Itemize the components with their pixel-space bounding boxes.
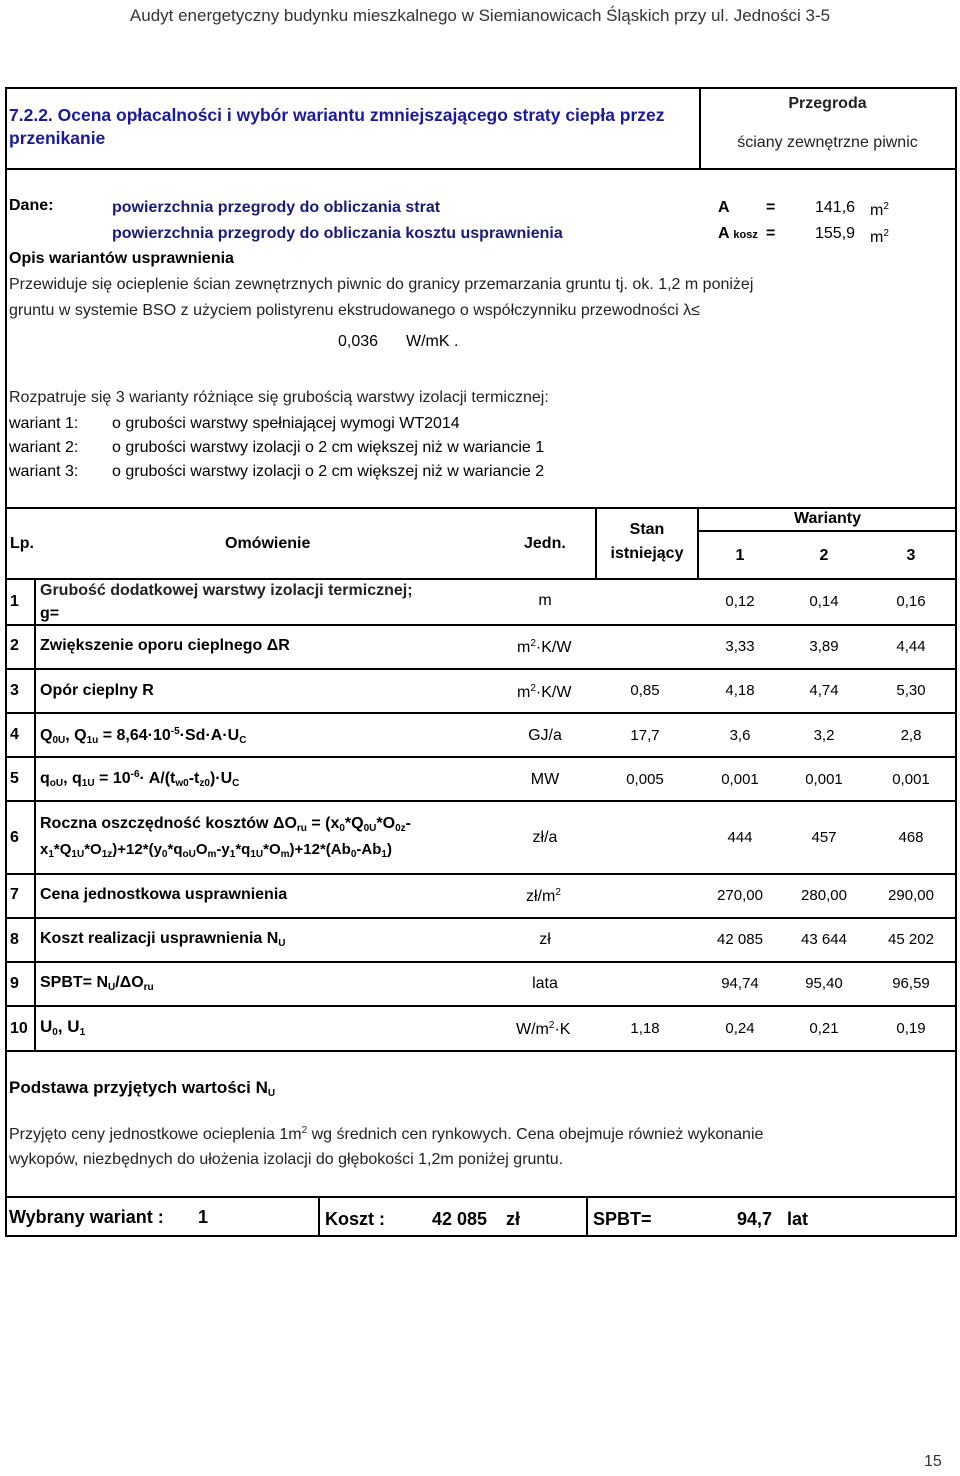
row-4-v1: 3,6 xyxy=(729,727,751,744)
koszt-label: Koszt : xyxy=(325,1209,385,1229)
header-warianty: Warianty xyxy=(794,510,861,527)
dane-row1-unit: $m^2$ xyxy=(870,201,889,219)
row-8-lp: 8 xyxy=(10,931,19,948)
table-row-line xyxy=(5,917,957,919)
row-10-desc: $U_0$, $U_1$ xyxy=(40,1017,86,1038)
row-2-v3: 4,44 xyxy=(896,638,926,655)
row-5-stan: 0,005 xyxy=(626,771,664,788)
row-8-unit: zł xyxy=(539,931,551,948)
opis-line2: gruntu w systemie BSO z użyciem polistyrenu ekstrudowanego o współczynniku przewodności λ≤ xyxy=(9,302,700,319)
variant-2-label: wariant 2: xyxy=(9,439,79,456)
row-9-v1: 94,74 xyxy=(721,975,759,992)
dane-row2-eq: = xyxy=(766,225,776,242)
row-1-unit: m xyxy=(538,592,552,609)
row-7-v1: 270,00 xyxy=(717,887,763,904)
podstawa-title: Podstawa przyjętych wartości $N_U$ xyxy=(9,1078,276,1099)
header-omowienie: Omówienie xyxy=(225,535,311,552)
variant-1-text: o grubości warstwy spełniającej wymogi WT2014 xyxy=(112,415,460,432)
table-row-line xyxy=(5,1005,957,1007)
row-10-v2: 0,21 xyxy=(809,1020,839,1037)
row-5-v2: 0,001 xyxy=(805,771,843,788)
dane-label: Dane: xyxy=(9,197,54,214)
row-7-v3: 290,00 xyxy=(888,887,934,904)
row-6-line1: Roczna oszczędność kosztów $\Delta O_{ru} = (x_0*Q_{0U}*O_{0z}-$ xyxy=(40,815,411,834)
row-9-v2: 95,40 xyxy=(805,975,843,992)
row-4-lp: 4 xyxy=(10,726,19,743)
dane-row1-eq: = xyxy=(766,199,776,216)
row-7-lp: 7 xyxy=(10,886,19,903)
row-10-unit: $W/m^2\cdot K$ xyxy=(516,1020,571,1038)
row-4-v3: 2,8 xyxy=(900,727,922,744)
document-header: Audyt energetyczny budynku mieszkalnego w Siemianowicach Śląskich przy ul. Jedności 3-5 xyxy=(129,6,831,25)
row-3-v3: 5,30 xyxy=(896,682,926,699)
summary-top-border xyxy=(5,1196,957,1198)
header-variant-1: 1 xyxy=(735,547,745,564)
row-5-formula: $q_{oU}$, $q_{1U} = 10^{-6}\cdot A/(t_{w0}-t_{z0})\cdot U_C$ xyxy=(40,769,240,789)
table-header-bottom xyxy=(5,578,957,580)
row-2-lp: 2 xyxy=(10,637,19,654)
opis-title: Opis wariantów usprawnienia xyxy=(9,250,234,267)
dane-row2-symbol: A kosz xyxy=(718,225,758,242)
row-3-v1: 4,18 xyxy=(725,682,755,699)
row-7-desc: Cena jednostkowa usprawnienia xyxy=(40,886,288,903)
row-1-v2: 0,14 xyxy=(809,593,839,610)
row-5-lp: 5 xyxy=(10,770,19,787)
variant-2-text: o grubości warstwy izolacji o 2 cm większej niż w wariancie 1 xyxy=(112,439,545,456)
table-row-line xyxy=(5,961,957,963)
header-variant-3: 3 xyxy=(906,547,916,564)
row-3-desc: Opór cieplny R xyxy=(40,682,154,699)
koszt-value: 42 085 xyxy=(432,1209,488,1229)
row-3-stan: 0,85 xyxy=(630,682,660,699)
row-2-v2: 3,89 xyxy=(809,638,839,655)
row-1-desc: Grubość dodatkowej warstwy izolacji termicznej; xyxy=(40,582,413,599)
header-lp: Lp. xyxy=(10,535,34,552)
table-row-line xyxy=(5,624,957,626)
row-4-formula: $Q_{0U}$, $Q_{1u} = 8,64\cdot 10^{-5}\cdot Sd\cdot A\cdot U_C$ xyxy=(40,726,247,746)
warianty-divider xyxy=(698,530,956,532)
dane-row2-value: 155,9 xyxy=(815,225,856,242)
row-3-v2: 4,74 xyxy=(809,682,839,699)
koszt-unit: zł xyxy=(506,1209,521,1229)
dane-row2-desc: powierzchnia przegrody do obliczania kosztu usprawnienia xyxy=(112,225,563,242)
page-number: 15 xyxy=(924,1453,942,1470)
summary-divider xyxy=(586,1196,588,1237)
section-title: 7.2.2. Ocena opłacalności i wybór wariantu zmniejszającego straty ciepła przez przenikanie xyxy=(9,105,665,148)
row-7-unit: $zł/m^2$ xyxy=(526,887,561,905)
table-row-line xyxy=(5,873,957,875)
row-9-unit: lata xyxy=(532,975,558,992)
row-9-desc: SPBT= $N_U/\Delta O_{ru}$ xyxy=(40,974,154,993)
lp-column-divider xyxy=(34,578,36,1050)
header-jedn: Jedn. xyxy=(524,535,566,552)
przegroda-value: ściany zewnętrzne piwnic xyxy=(737,134,918,151)
row-8-desc: Koszt realizacji usprawnienia $N_U$ xyxy=(40,930,286,949)
summary-divider xyxy=(318,1196,320,1237)
row-4-unit: GJ/a xyxy=(528,727,562,744)
variant-3-text: o grubości warstwy izolacji o 2 cm większej niż w wariancie 2 xyxy=(112,463,545,480)
spbt-value: 94,7 xyxy=(737,1209,773,1229)
row-6-lp: 6 xyxy=(10,829,19,846)
row-9-lp: 9 xyxy=(10,975,19,992)
row-6-v2: 457 xyxy=(811,829,837,846)
header-variant-2: 2 xyxy=(819,547,829,564)
podstawa-text-line2: wykopów, niezbędnych do ułożenia izolacji do głębokości 1,2m poniżej gruntu. xyxy=(9,1151,564,1168)
variant-3-label: wariant 3: xyxy=(9,463,79,480)
row-9-v3: 96,59 xyxy=(892,975,930,992)
podstawa-text-line1: Przyjęto ceny jednostkowe ocieplenia $1m^2$ wg średnich cen rynkowych. Cena obejmuje również wykonanie xyxy=(9,1125,764,1143)
row-5-v3: 0,001 xyxy=(892,771,930,788)
wybrany-value: 1 xyxy=(198,1207,209,1227)
row-2-v1: 3,33 xyxy=(725,638,755,655)
dane-row1-symbol: A xyxy=(718,199,730,216)
row-2-desc: Zwiększenie oporu cieplnego ΔR xyxy=(40,637,290,654)
row-5-unit: MW xyxy=(530,771,560,788)
row-8-v3: 45 202 xyxy=(888,931,934,948)
table-row-line xyxy=(5,668,957,670)
spbt-label: SPBT= xyxy=(593,1209,652,1229)
row-4-v2: 3,2 xyxy=(813,727,835,744)
row-1-desc-g: g= xyxy=(40,605,60,622)
row-10-v1: 0,24 xyxy=(725,1020,755,1037)
dane-row2-unit: $m^2$ xyxy=(870,228,889,246)
column-divider xyxy=(595,507,597,579)
row-3-unit: $m^2\cdot K/W$ xyxy=(517,683,572,701)
spbt-unit: lat xyxy=(787,1209,809,1229)
lambda-unit: W/mK . xyxy=(406,333,459,350)
table-row-line xyxy=(5,712,957,714)
row-10-v3: 0,19 xyxy=(896,1020,926,1037)
row-1-v1: 0,12 xyxy=(725,593,755,610)
wybrany-label: Wybrany wariant : xyxy=(9,1207,164,1227)
dane-row1-desc: powierzchnia przegrody do obliczania strat xyxy=(112,199,441,216)
header-istniejacy: istniejący xyxy=(610,545,684,562)
header-stan: Stan xyxy=(629,521,665,538)
row-1-v3: 0,16 xyxy=(896,593,926,610)
row-6-line2: $x_1*Q_{1U}*O_{1z})+12*(y_0*q_{oU}O_m-y_1*q_{1U}*O_m)+12*(Ab_0-Ab_1)$ xyxy=(40,841,392,860)
divider xyxy=(5,168,957,170)
opis-line1: Przewiduje się ocieplenie ścian zewnętrznych piwnic do granicy przemarzania gruntu tj. ok. 1,2 m poniżej xyxy=(9,276,754,293)
row-6-v1: 444 xyxy=(727,829,753,846)
lambda-value: 0,036 xyxy=(338,333,379,350)
row-5-v1: 0,001 xyxy=(721,771,759,788)
row-4-stan: 17,7 xyxy=(630,727,660,744)
row-7-v2: 280,00 xyxy=(801,887,847,904)
row-8-v1: 42 085 xyxy=(717,931,763,948)
variants-intro: Rozpatruje się 3 warianty różniące się grubością warstwy izolacji termicznej: xyxy=(9,389,549,406)
table-row-line xyxy=(5,800,957,802)
row-10-lp: 10 xyxy=(10,1020,28,1037)
row-6-v3: 468 xyxy=(898,829,924,846)
row-6-unit: zł/a xyxy=(532,829,558,846)
row-1-lp: 1 xyxy=(10,593,19,610)
row-8-v2: 43 644 xyxy=(801,931,847,948)
dane-row1-value: 141,6 xyxy=(815,199,856,216)
table-row-line xyxy=(5,1050,957,1052)
row-10-stan: 1,18 xyxy=(630,1020,660,1037)
row-2-unit: $m^2\cdot K/W$ xyxy=(517,638,572,656)
przegroda-label: Przegroda xyxy=(788,95,867,112)
table-row-line xyxy=(5,756,957,758)
variant-1-label: wariant 1: xyxy=(9,415,79,432)
table-top-border xyxy=(5,507,957,509)
row-3-lp: 3 xyxy=(10,682,19,699)
